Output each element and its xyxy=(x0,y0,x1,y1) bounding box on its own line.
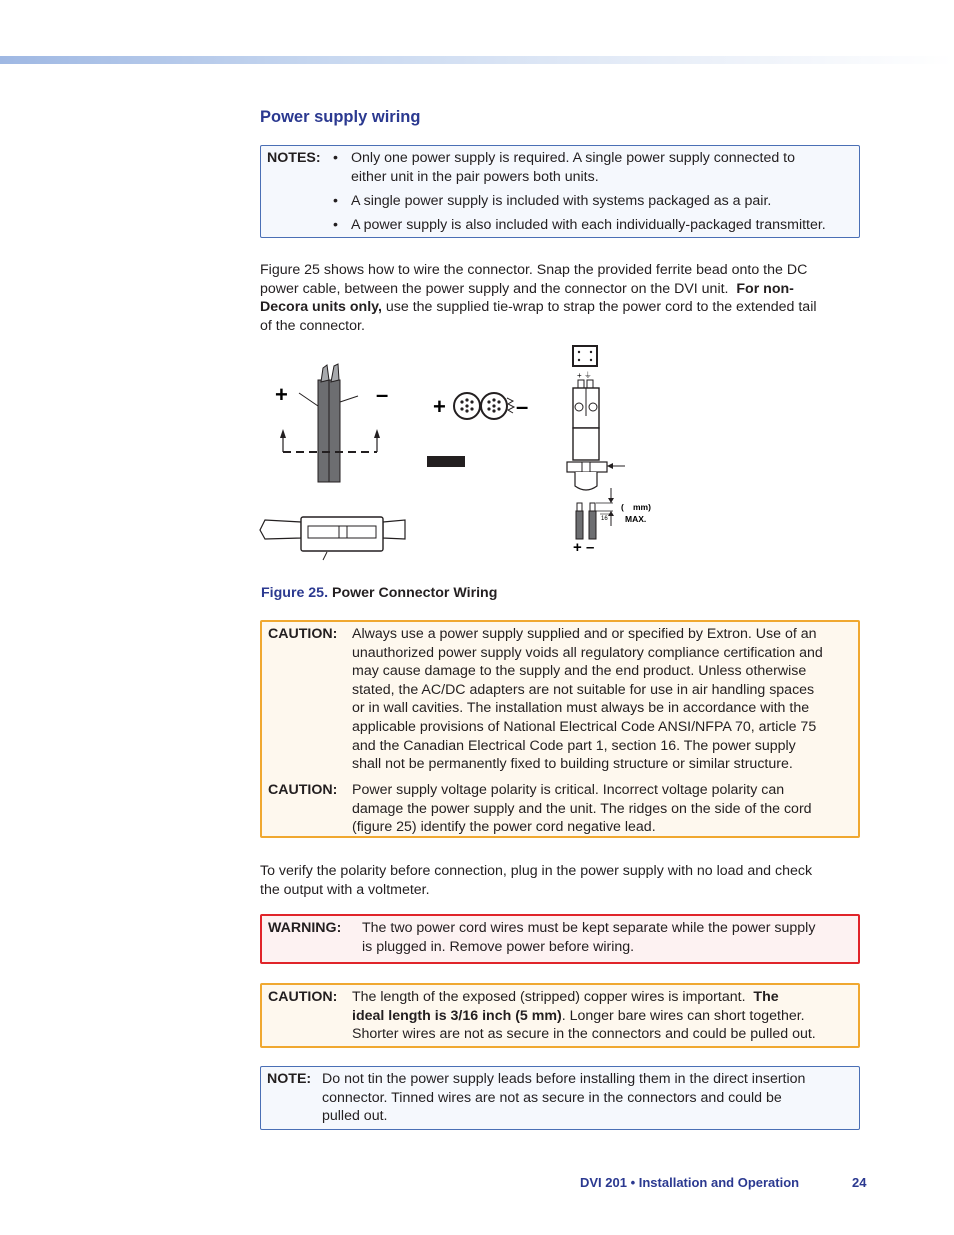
figure-caption xyxy=(261,585,497,601)
caution-text: The length of the exposed (stripped) copper wires is important. The ideal length is 3/16 inch (5 mm). Longer bare wires can short together. Shorter wires are not as secure in the connectors and could be pulled out. xyxy=(352,989,816,1043)
ferrite-bead-illustration xyxy=(260,517,405,560)
direct-insertion-connector xyxy=(567,346,625,490)
note-label: NOTE: xyxy=(267,1071,312,1087)
caution-label: CAUTION: xyxy=(268,626,338,642)
minus-sign: – xyxy=(376,382,389,407)
note-box xyxy=(260,1066,860,1130)
caution-label: CAUTION: xyxy=(268,989,338,1005)
note-item: Only one power supply is required. A single power supply connected to xyxy=(351,150,796,166)
cable-cross-section xyxy=(454,393,514,419)
note-item-cont: either unit in the pair powers both units. xyxy=(351,169,599,185)
wire-minus-sign: – xyxy=(586,539,595,556)
svg-text:+ ⏚: + ⏚ xyxy=(577,371,592,380)
note-item: A power supply is also included with each individually-packaged transmitter. xyxy=(351,217,826,233)
stripped-wires xyxy=(576,488,614,539)
figure-number: Figure 25. xyxy=(261,585,329,601)
notes-label: NOTES: xyxy=(267,150,321,166)
dimension-fraction-denominator: 16 xyxy=(601,516,608,522)
bullet: • xyxy=(333,150,338,166)
note-text: Do not tin the power supply leads before installing them in the direct insertion connector. Tinned wires are not as secure in the connectors and could be pulled out. xyxy=(322,1071,806,1125)
intro-line: Figure 25 shows how to wire the connector. Snap the provided ferrite bead onto the DC xyxy=(260,262,808,278)
section-heading: Power supply wiring xyxy=(260,108,421,126)
wire-plus-sign: + xyxy=(573,539,582,556)
caution-label: CAUTION: xyxy=(268,782,338,798)
bullet: • xyxy=(333,217,338,233)
dimension-paren: ( xyxy=(621,502,624,512)
intro-paragraph xyxy=(260,261,864,335)
warning-text: The two power cord wires must be kept separate while the power supply is plugged in. Remove power before wiring. xyxy=(362,920,816,955)
ferrite-bead-bar xyxy=(427,456,465,467)
power-connector-wiring-figure xyxy=(255,340,675,565)
caution-box-stripping xyxy=(260,983,860,1048)
plus-sign: + xyxy=(433,394,446,419)
caution-box xyxy=(260,620,860,838)
minus-sign: – xyxy=(516,394,529,419)
cable-illustration xyxy=(280,364,380,482)
footer-title: DVI 201 • Installation and Operation xyxy=(580,1175,800,1190)
intro-line: Decora units only, use the supplied tie-wrap to strap the power cord to the extended tail xyxy=(260,299,817,316)
figure-title: Power Connector Wiring xyxy=(331,585,498,601)
verify-paragraph: To verify the polarity before connection, plug in the power supply with no load and check the output with a voltmeter. xyxy=(260,863,813,898)
caution-text: Power supply voltage polarity is critical. Incorrect voltage polarity can damage the power supply and the unit. The ridges on the side of the cord (figure 25) identify the power cord negative lead. xyxy=(352,782,812,836)
warning-box xyxy=(260,914,860,964)
intro-line: of the connector. xyxy=(260,317,365,334)
dimension-max: MAX. xyxy=(625,514,647,524)
page-number: 24 xyxy=(852,1175,867,1190)
bullet: • xyxy=(333,193,338,209)
warning-label: WARNING: xyxy=(268,920,342,936)
note-item: A single power supply is included with systems packaged as a pair. xyxy=(351,193,772,209)
notes-box xyxy=(260,145,860,238)
plus-sign: + xyxy=(275,382,288,407)
dimension-mm: mm) xyxy=(633,502,651,512)
caution-text: Always use a power supply supplied and or specified by Extron. Use of an unauthorized power supply voids all regulatory compliance certification and may cause damage to the supply and the end product. Unless otherwise stated, the AC/DC adapters are not suitable for use in air handling spaces or in wall cavities. The installation must always be in accordance with the applicable provisions of National Electrical Code ANSI/NFPA 70, article 75 and the Canadian Electrical Code part 1, section 16. The power supply shall not be permanently fixed to building structure or similar structure. xyxy=(352,626,823,773)
header-gradient-bar xyxy=(0,56,954,64)
intro-line: power cable, between the power supply and the connector on the DVI unit. For non- xyxy=(260,280,794,297)
